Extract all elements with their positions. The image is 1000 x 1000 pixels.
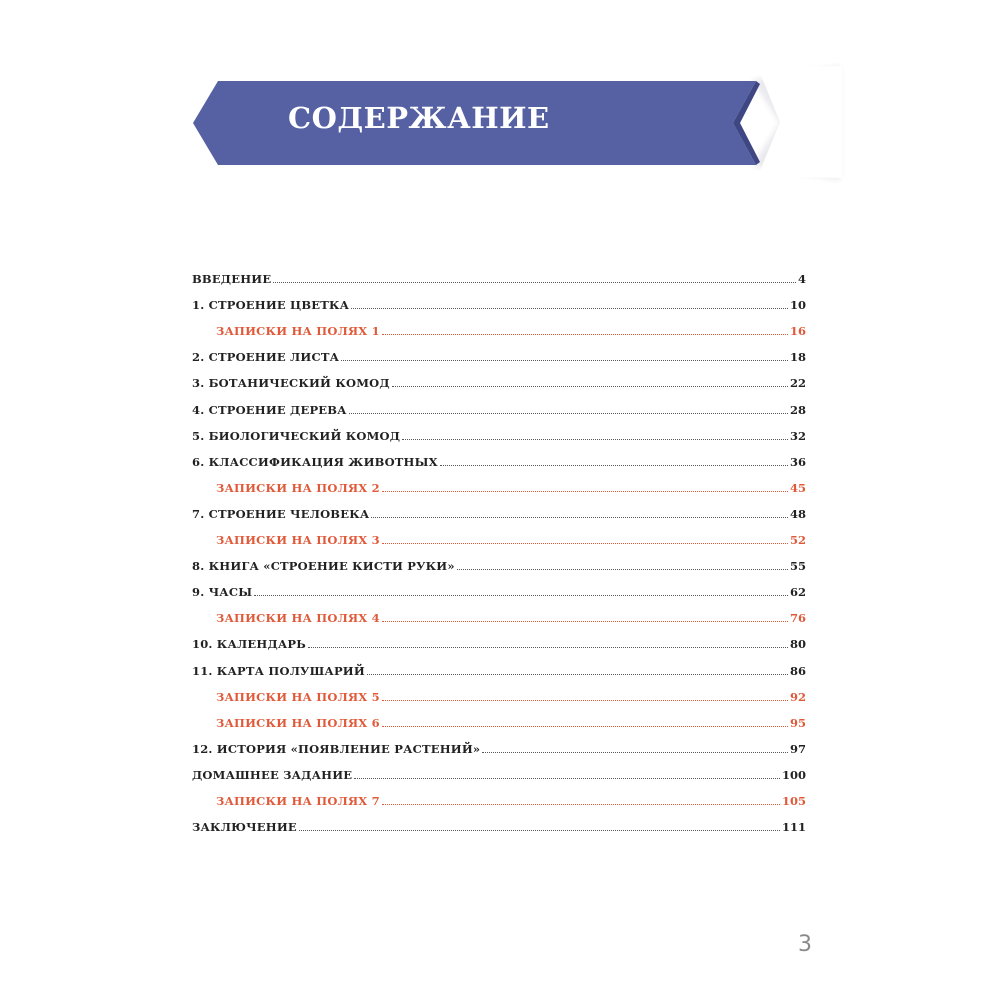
toc-dot-leader	[457, 568, 788, 570]
toc-dot-leader	[273, 281, 796, 283]
toc-entry-page: 92	[789, 689, 806, 704]
toc-entry-label: 2. СТРОЕНИЕ ЛИСТА	[192, 350, 340, 365]
toc-dot-leader	[392, 385, 788, 387]
toc-dot-leader	[382, 803, 780, 805]
toc-entry-notes[interactable]	[192, 786, 806, 812]
toc-entry[interactable]	[192, 551, 806, 577]
toc-dot-leader	[382, 490, 788, 492]
page-number: 3	[798, 932, 812, 957]
toc-entry-page: 80	[789, 637, 806, 652]
toc-entry-label: 6. КЛАССИФИКАЦИЯ ЖИВОТНЫХ	[192, 454, 438, 469]
toc-entry-page: 76	[789, 611, 806, 626]
toc-entry-page: 22	[789, 376, 806, 391]
toc-entry-label: ДОМАШНЕЕ ЗАДАНИЕ	[192, 767, 353, 782]
toc-dot-leader	[341, 359, 788, 361]
toc-dot-leader	[382, 699, 788, 701]
toc-dot-leader	[440, 464, 788, 466]
toc-entry-label: 4. СТРОЕНИЕ ДЕРЕВА	[192, 402, 347, 417]
page-title: СОДЕРЖАНИЕ	[288, 101, 550, 135]
toc-entry-label: ЗАПИСКИ НА ПОЛЯХ 5	[216, 689, 380, 704]
toc-entry-label: 7. СТРОЕНИЕ ЧЕЛОВЕКА	[192, 506, 370, 521]
toc-entry[interactable]	[192, 264, 806, 290]
toc-dot-leader	[349, 412, 788, 414]
toc-dot-leader	[482, 751, 788, 753]
toc-dot-leader	[382, 620, 788, 622]
toc-entry-label: ЗАПИСКИ НА ПОЛЯХ 6	[216, 715, 380, 730]
toc-dot-leader	[382, 725, 788, 727]
toc-entry-page: 95	[789, 715, 806, 730]
toc-entry-label: ВВЕДЕНИЕ	[192, 272, 272, 287]
toc-entry-notes[interactable]	[192, 708, 806, 734]
toc-entry-notes[interactable]	[192, 316, 806, 342]
toc-entry-label: ЗАПИСКИ НА ПОЛЯХ 4	[216, 611, 380, 626]
toc-entry-page: 4	[797, 272, 806, 287]
toc-entry-label: ЗАПИСКИ НА ПОЛЯХ 1	[216, 324, 380, 339]
toc-entry[interactable]	[192, 629, 806, 655]
toc-dot-leader	[402, 438, 788, 440]
toc-dot-leader	[254, 594, 788, 596]
toc-entry-label: 10. КАЛЕНДАРЬ	[192, 637, 306, 652]
toc-entry-label: ЗАКЛЮЧЕНИЕ	[192, 820, 297, 835]
toc-entry[interactable]	[192, 734, 806, 760]
toc-dot-leader	[367, 673, 788, 675]
toc-entry[interactable]	[192, 760, 806, 786]
toc-entry-page: 86	[789, 663, 806, 678]
table-of-contents	[192, 264, 806, 838]
toc-dot-leader	[371, 516, 788, 518]
toc-entry-label: 1. СТРОЕНИЕ ЦВЕТКА	[192, 298, 350, 313]
toc-entry[interactable]	[192, 342, 806, 368]
toc-entry-page: 55	[789, 559, 806, 574]
toc-entry-notes[interactable]	[192, 682, 806, 708]
toc-entry-page: 52	[789, 533, 806, 548]
toc-entry-label: 8. КНИГА «СТРОЕНИЕ КИСТИ РУКИ»	[192, 559, 455, 574]
toc-entry-page: 36	[789, 454, 806, 469]
toc-entry-label: 3. БОТАНИЧЕСКИЙ КОМОД	[192, 376, 390, 391]
toc-entry[interactable]	[192, 655, 806, 681]
toc-entry[interactable]	[192, 394, 806, 420]
toc-entry-page: 105	[781, 793, 806, 808]
toc-dot-leader	[299, 829, 780, 831]
toc-entry[interactable]	[192, 812, 806, 838]
toc-entry-notes[interactable]	[192, 473, 806, 499]
toc-entry[interactable]	[192, 499, 806, 525]
toc-entry-label: ЗАПИСКИ НА ПОЛЯХ 7	[216, 793, 380, 808]
toc-entry-label: ЗАПИСКИ НА ПОЛЯХ 3	[216, 533, 380, 548]
banner-ribbon-shape	[0, 0, 1000, 200]
toc-entry-label: ЗАПИСКИ НА ПОЛЯХ 2	[216, 480, 380, 495]
toc-entry-page: 111	[781, 820, 806, 835]
toc-dot-leader	[382, 333, 788, 335]
toc-entry-page: 32	[789, 428, 806, 443]
toc-entry-page: 28	[789, 402, 806, 417]
toc-entry[interactable]	[192, 447, 806, 473]
toc-entry-page: 16	[789, 324, 806, 339]
toc-entry-notes[interactable]	[192, 603, 806, 629]
toc-dot-leader	[354, 777, 780, 779]
toc-entry-label: 12. ИСТОРИЯ «ПОЯВЛЕНИЕ РАСТЕНИЙ»	[192, 741, 481, 756]
toc-entry[interactable]	[192, 290, 806, 316]
toc-entry[interactable]	[192, 368, 806, 394]
toc-entry-page: 97	[789, 741, 806, 756]
toc-dot-leader	[308, 646, 788, 648]
toc-entry[interactable]	[192, 577, 806, 603]
toc-entry-label: 5. БИОЛОГИЧЕСКИЙ КОМОД	[192, 428, 401, 443]
toc-dot-leader	[382, 542, 788, 544]
toc-entry-page: 45	[789, 480, 806, 495]
toc-dot-leader	[351, 307, 788, 309]
toc-entry-notes[interactable]	[192, 525, 806, 551]
title-banner	[0, 0, 1000, 200]
toc-entry-page: 10	[789, 298, 806, 313]
toc-entry-page: 100	[781, 767, 806, 782]
toc-entry-page: 48	[789, 506, 806, 521]
toc-entry-label: 9. ЧАСЫ	[192, 585, 253, 600]
toc-entry-label: 11. КАРТА ПОЛУШАРИЙ	[192, 663, 365, 678]
toc-entry[interactable]	[192, 421, 806, 447]
toc-entry-page: 18	[789, 350, 806, 365]
toc-entry-page: 62	[789, 585, 806, 600]
